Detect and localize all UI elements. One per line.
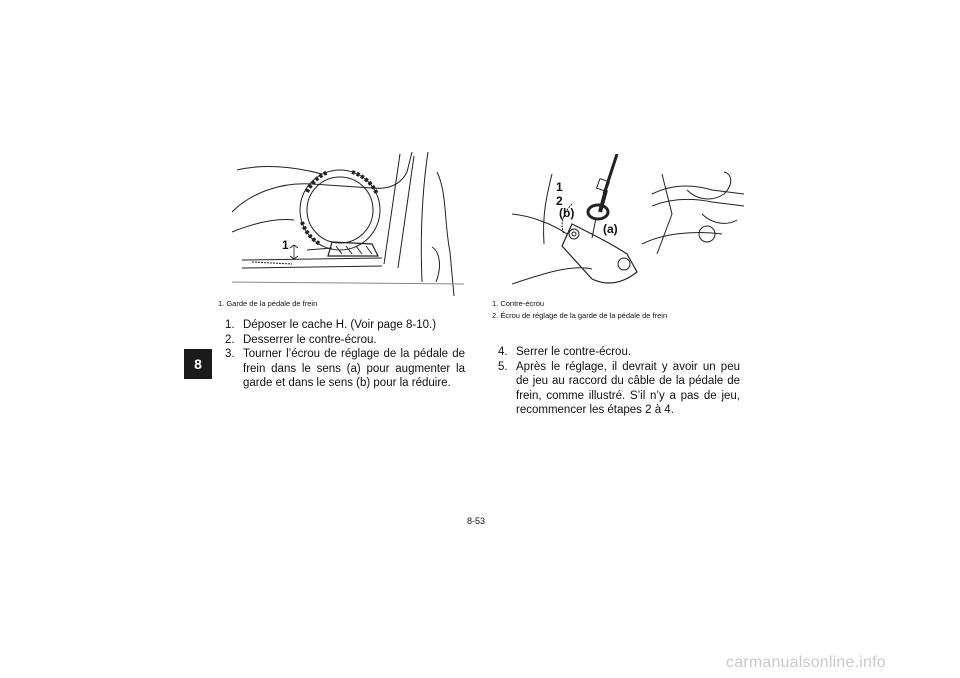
page-number: 8-53 — [467, 516, 486, 526]
callout-label: (a) — [603, 222, 618, 236]
watermark-text: carmanualsonline.info — [726, 654, 886, 671]
caption-item: 1. Garde de la pédale de frein — [218, 299, 318, 308]
adjuster-illustration — [512, 154, 744, 294]
chapter-tab: 8 — [184, 349, 212, 379]
step-text: Après le réglage, il devrait y avoir un peu de jeu au raccord du câble de la pédale de frein, comme illustré. S’il n’y a pas de jeu, recommencer les étapes 2 à 4. — [516, 360, 740, 416]
step-number: 2. — [225, 333, 235, 346]
procedure-steps-right — [498, 345, 740, 418]
step-text: Serrer le contre-écrou. — [516, 346, 632, 358]
caption-item: 2. Écrou de réglage de la garde de la pédale de frein — [492, 311, 668, 320]
step-item — [225, 318, 465, 333]
figure-2-captions — [492, 298, 667, 322]
procedure-steps-left — [225, 318, 465, 391]
step-text: Desserrer le contre-écrou. — [243, 333, 377, 346]
callout-label: 2 — [556, 194, 563, 208]
step-item — [498, 360, 740, 418]
figure-brake-cable-adjuster — [512, 154, 744, 294]
step-item — [225, 333, 465, 348]
figure-1-captions — [218, 298, 317, 310]
step-item — [225, 347, 465, 391]
step-number: 4. — [498, 346, 508, 358]
step-number: 3. — [225, 348, 235, 360]
step-text: Déposer le cache H. (Voir page 8-10.) — [243, 319, 437, 331]
step-number: 5. — [498, 360, 508, 373]
callout-label: 1 — [282, 238, 289, 252]
step-text: Tourner l’écrou de réglage de la pédale de frein dans le sens (a) pour augmenter la garde et dans le sens (b) pour la réduire. — [243, 348, 465, 389]
step-item — [498, 345, 740, 360]
caption-item: 1. Contre-écrou — [492, 299, 545, 308]
step-number: 1. — [225, 319, 235, 331]
callout-label: 1 — [556, 180, 563, 194]
figure-brake-pedal-free-play — [232, 152, 464, 296]
callout-label: (b) — [559, 206, 575, 220]
brake-pedal-illustration — [232, 152, 464, 296]
